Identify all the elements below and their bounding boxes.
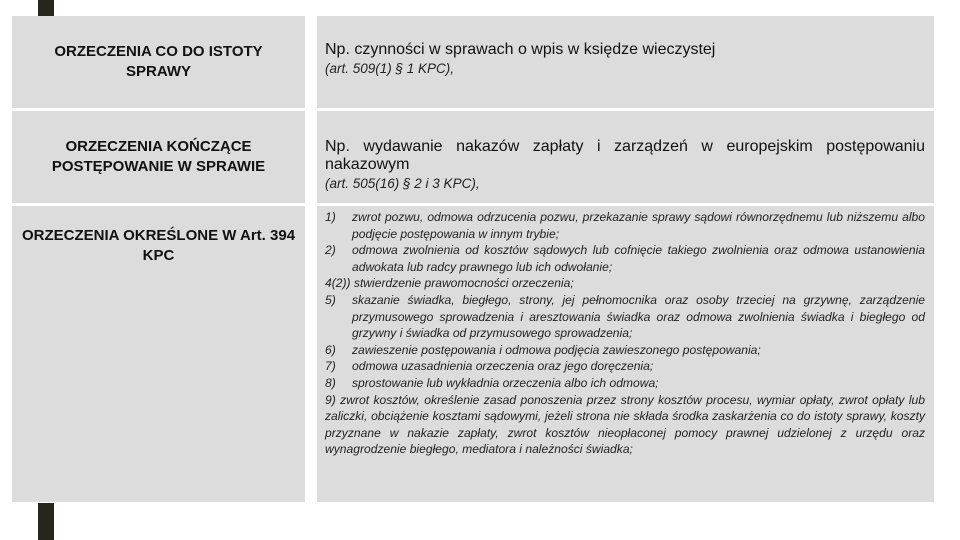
list-item [325,275,925,292]
list-item [325,375,925,392]
row-1-heading-cell [12,16,305,108]
list-item-text: sprostowanie lub wykładnia orzeczenia albo ich odmowa; [352,375,659,390]
list-item-number: 5) [325,292,336,307]
list-item [325,292,925,342]
row-2-heading: ORZECZENIA KOŃCZĄCE POSTĘPOWANIE W SPRAWIE [51,138,266,175]
list-item-text: zwrot pozwu, odmowa odrzucenia pozwu, przekazanie sprawy sądowi równorzędnemu lub niższemu albo podjęcie postępowania w innym trybie; [352,210,925,241]
list-item-text: skazanie świadka, biegłego, strony, jej pełnomocnika oraz osoby trzeciej na grzywnę, zarządzenie przymusowego sprowadzenia i aresztowania świadka oraz odmowa zwolnienia świadka i biegłego od grzywny i świadka od przymusowego sprowadzenia; [352,292,925,341]
row-3-heading: ORZECZENIA OKREŚLONE W Art. 394 KPC [21,227,296,264]
list-item-text: odmowa zwolnienia od kosztów sądowych lub cofnięcie takiego zwolnienia oraz odmowa ustanowienia adwokata lub radcy prawnego lub ich odwołanie; [352,243,925,274]
row-2-citation: (art. 505(16) § 2 i 3 KPC), [325,176,480,191]
list-item [325,392,925,458]
list-item-number: 2) [325,243,336,258]
list-item [325,242,925,275]
row-3-heading-cell [12,206,305,286]
row-2-heading-cell [12,111,305,203]
list-item [325,342,925,359]
list-item-text: 4(2)) stwierdzenie prawomocności orzeczenia; [325,276,574,291]
column-separator [305,16,317,502]
row-1-content-cell [317,41,934,76]
row-1-text: Np. czynności w sprawach o wpis w księdze wieczystej [325,41,716,58]
article-394-list [325,209,925,458]
list-item-number: 6) [325,342,336,357]
row-1-citation: (art. 509(1) § 1 KPC), [325,61,455,76]
list-item-text: zawieszenie postępowania i odmowa podjęcia zawieszonego postępowania; [352,342,761,357]
list-item [325,209,925,242]
accent-bar-bottom [38,503,54,540]
list-item-number: 8) [325,375,336,390]
list-item-text: 9) zwrot kosztów, określenie zasad ponoszenia przez strony kosztów procesu, wymiar opłaty, zwrot opłaty lub zaliczki, obciążenie kosztami sądowymi, jeżeli strona nie składa środka zaskarżenia co do istoty sprawy, koszty przyznane w nakazie zapłaty, zwrot kosztów nieopłaconej pomocy prawnej udzielonej z urzędu oraz wynagrodzenie biegłego, mediatora i należności świadka; [325,392,925,457]
list-item [325,358,925,375]
list-item-number: 7) [325,359,336,374]
row-3-content-cell [317,209,934,458]
row-2-text: Np. wydawanie nakazów zapłaty i zarządzeń w europejskim postępowaniu nakazowym [325,138,925,173]
list-item-number: 1) [325,210,336,224]
row-2-content-cell [317,138,934,191]
row-1-heading: ORZECZENIA CO DO ISTOTY SPRAWY [54,43,263,80]
list-item-text: odmowa uzasadnienia orzeczenia oraz jego doręczenia; [352,359,654,374]
content-table [12,16,934,502]
